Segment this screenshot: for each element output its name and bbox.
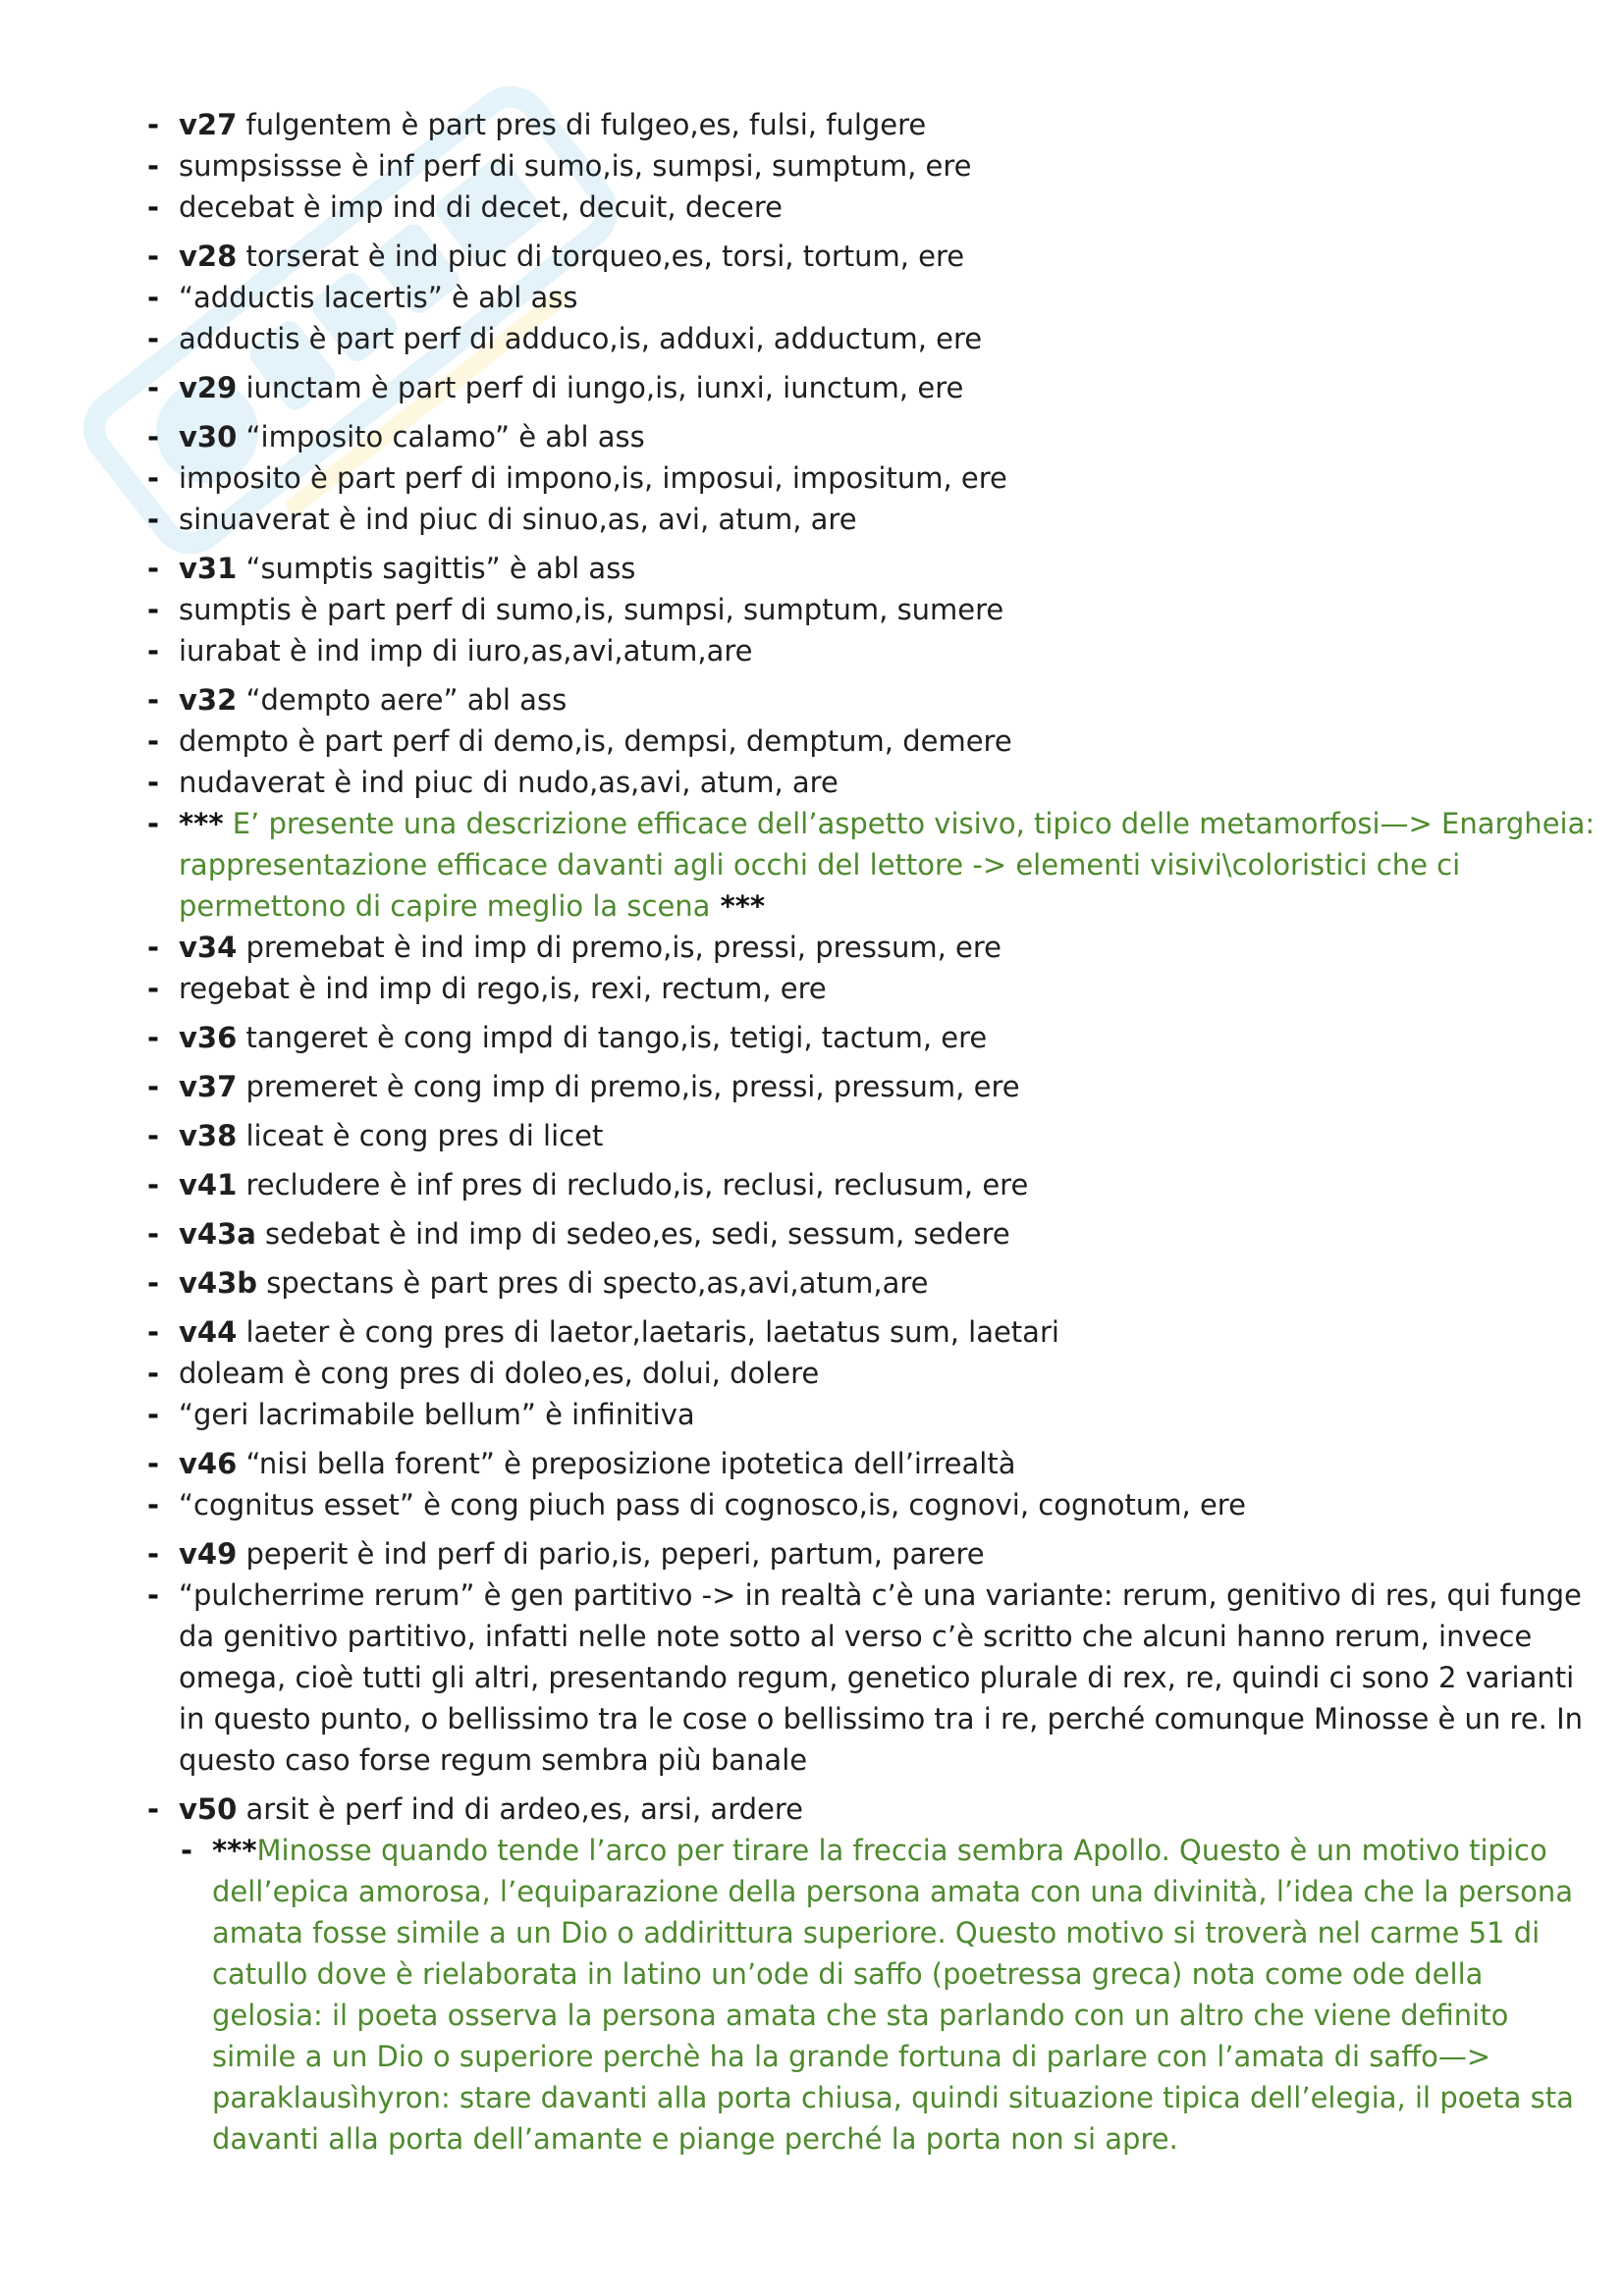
list-item bbox=[137, 1164, 1600, 1205]
bullet-dash: - bbox=[147, 420, 160, 454]
list-item bbox=[137, 187, 1600, 228]
list-item bbox=[137, 1353, 1600, 1394]
list-item bbox=[137, 277, 1600, 318]
bullet-dash: - bbox=[147, 931, 160, 964]
note-text: “dempto aere” abl ass bbox=[237, 683, 568, 717]
commentary-item bbox=[137, 803, 1600, 927]
list-item bbox=[137, 1213, 1600, 1255]
verse-number: v36 bbox=[179, 1021, 238, 1054]
bullet-dash: - bbox=[147, 1792, 160, 1826]
list-item bbox=[137, 1484, 1600, 1525]
commentary-text: Minosse quando tende l’arco per tirare la freccia sembra Apollo. Questo è un motivo tipico dell’epica amorosa, l’equiparazione della persona amata con una divinità, l’idea che la persona amata fosse simile a un Dio o addirittura superiore. Questo motivo si troverà nel carme 51 di catullo dove è rielaborata in latino un’ode di saffo (poetressa greca) nota come ode della gelosia: il poeta osserva la persona amata che sta parlando con un altro che viene definito simile a un Dio o superiore perchè ha la grande fortuna di parlare con l’amata di saffo—> paraklausìhyron: stare davanti alla porta chiusa, quindi situazione tipica dell’elegia, il poeta sta davanti alla porta dell’amante e piange perché la porta non si apre. bbox=[212, 1834, 1574, 2156]
note-text: iurabat è ind imp di iuro,as,avi,atum,are bbox=[179, 634, 753, 667]
list-item bbox=[137, 968, 1600, 1009]
list-item bbox=[137, 1789, 1600, 1830]
list-item bbox=[137, 679, 1600, 721]
list-item bbox=[137, 145, 1600, 187]
note-text: adductis è part perf di adduco,is, adduxi, adductum, ere bbox=[179, 322, 983, 355]
sub-list bbox=[137, 1830, 1600, 2160]
note-text: sumpsissse è inf perf di sumo,is, sumpsi, sumptum, ere bbox=[179, 149, 972, 183]
note-text: spectans è part pres di specto,as,avi,atum,are bbox=[257, 1266, 929, 1300]
note-text: premeret è cong imp di premo,is, pressi, pressum, ere bbox=[237, 1070, 1020, 1103]
bullet-dash: - bbox=[147, 1447, 160, 1480]
note-text: liceat è cong pres di licet bbox=[237, 1119, 604, 1152]
notes-list bbox=[137, 104, 1600, 2160]
list-item bbox=[137, 762, 1600, 803]
note-text: “adductis lacertis” è abl ass bbox=[179, 281, 578, 314]
bullet-dash: - bbox=[147, 1217, 160, 1251]
note-text: “geri lacrimabile bellum” è infinitiva bbox=[179, 1398, 695, 1431]
bullet-dash: - bbox=[147, 634, 160, 667]
bullet-dash: - bbox=[147, 1398, 160, 1431]
bullet-dash: - bbox=[147, 1119, 160, 1152]
verse-number: v41 bbox=[179, 1168, 238, 1201]
note-text: torserat è ind piuc di torqueo,es, torsi, tortum, ere bbox=[237, 240, 965, 273]
list-item bbox=[137, 1443, 1600, 1484]
bullet-dash: - bbox=[147, 108, 160, 141]
verse-number: v37 bbox=[179, 1070, 238, 1103]
bullet-dash: - bbox=[147, 683, 160, 717]
verse-number: v50 bbox=[179, 1792, 238, 1826]
list-item bbox=[137, 1575, 1600, 1781]
list-item bbox=[137, 1262, 1600, 1304]
verse-number: v43a bbox=[179, 1217, 256, 1251]
verse-number: v44 bbox=[179, 1315, 238, 1349]
verse-number: v30 bbox=[179, 420, 238, 454]
bullet-dash: - bbox=[147, 1168, 160, 1201]
note-text: imposito è part perf di impono,is, imposui, impositum, ere bbox=[179, 461, 1007, 495]
bullet-dash: - bbox=[147, 1315, 160, 1349]
list-item bbox=[137, 1115, 1600, 1156]
note-text: “pulcherrime rerum” è gen partitivo -> in realtà c’è una variante: rerum, genitivo di res, qui funge da genitivo partitivo, infatti nelle note sotto al verso c’è scritto che alcuni hanno rerum, invece omega, cioè tutti gli altri, presentando regum, genetico plurale di rex, re, quindi ci sono 2 varianti in questo punto, o bellissimo tra le cose o bellissimo tra i re, perché comunque Minosse è un re. In questo caso forse regum sembra più banale bbox=[179, 1578, 1584, 1777]
commentary-text: E’ presente una descrizione efficace dell’aspetto visivo, tipico delle metamorfosi—> Enargheia: rappresentazione efficace davanti agli occhi del lettore -> elementi visivi\coloristici che ci permettono di capire meglio la scena bbox=[179, 807, 1596, 923]
list-item bbox=[137, 416, 1600, 457]
bullet-dash: - bbox=[147, 593, 160, 626]
note-text: iunctam è part perf di iungo,is, iunxi, iunctum, ere bbox=[237, 371, 964, 404]
note-text: sedebat è ind imp di sedeo,es, sedi, sessum, sedere bbox=[255, 1217, 1010, 1251]
note-text: recludere è inf pres di recludo,is, reclusi, reclusum, ere bbox=[237, 1168, 1029, 1201]
bullet-dash: - bbox=[147, 1537, 160, 1571]
note-text: fulgentem è part pres di fulgeo,es, fulsi, fulgere bbox=[237, 108, 927, 141]
list-item bbox=[137, 630, 1600, 671]
note-text: decebat è imp ind di decet, decuit, decere bbox=[179, 190, 783, 224]
note-text: doleam è cong pres di doleo,es, dolui, dolere bbox=[179, 1357, 820, 1390]
note-text: laeter è cong pres di laetor,laetaris, laetatus sum, laetari bbox=[237, 1315, 1059, 1349]
sub-list-wrapper bbox=[137, 1830, 1600, 2160]
list-item bbox=[137, 1017, 1600, 1058]
note-text: premebat è ind imp di premo,is, pressi, pressum, ere bbox=[237, 931, 1002, 964]
bullet-dash: - bbox=[147, 322, 160, 355]
note-text: “imposito calamo” è abl ass bbox=[237, 420, 645, 454]
note-text: “sumptis sagittis” è abl ass bbox=[237, 552, 636, 585]
bullet-dash: - bbox=[147, 461, 160, 495]
bullet-dash: - bbox=[147, 766, 160, 799]
bullet-dash: - bbox=[147, 1488, 160, 1522]
verse-number: v34 bbox=[179, 931, 238, 964]
list-item bbox=[137, 104, 1600, 145]
bullet-dash: - bbox=[147, 190, 160, 224]
list-item bbox=[137, 1311, 1600, 1353]
list-item bbox=[137, 499, 1600, 540]
bullet-dash: - bbox=[147, 724, 160, 758]
list-item bbox=[137, 457, 1600, 499]
bullet-dash: - bbox=[147, 1266, 160, 1300]
note-text: “nisi bella forent” è preposizione ipotetica dell’irrealtà bbox=[237, 1447, 1016, 1480]
list-item bbox=[137, 589, 1600, 630]
note-text: arsit è perf ind di ardeo,es, arsi, ardere bbox=[237, 1792, 803, 1826]
commentary-item bbox=[171, 1830, 1600, 2160]
verse-number: v28 bbox=[179, 240, 238, 273]
verse-number: v29 bbox=[179, 371, 238, 404]
stars-marker: *** bbox=[710, 889, 766, 923]
note-text: dempto è part perf di demo,is, dempsi, demptum, demere bbox=[179, 724, 1012, 758]
bullet-dash: - bbox=[147, 1021, 160, 1054]
bullet-dash: - bbox=[181, 1834, 193, 1867]
note-text: nudaverat è ind piuc di nudo,as,avi, atum, are bbox=[179, 766, 839, 799]
list-item bbox=[137, 1394, 1600, 1435]
verse-number: v49 bbox=[179, 1537, 238, 1571]
note-text: tangeret è cong impd di tango,is, tetigi, tactum, ere bbox=[237, 1021, 988, 1054]
verse-number: v46 bbox=[179, 1447, 238, 1480]
verse-number: v43b bbox=[179, 1266, 258, 1300]
note-text: peperit è ind perf di pario,is, peperi, partum, parere bbox=[237, 1537, 985, 1571]
note-text: regebat è ind imp di rego,is, rexi, rectum, ere bbox=[179, 972, 827, 1005]
list-item bbox=[137, 721, 1600, 762]
verse-number: v27 bbox=[179, 108, 238, 141]
note-text: sumptis è part perf di sumo,is, sumpsi, sumptum, sumere bbox=[179, 593, 1004, 626]
stars-marker: *** bbox=[212, 1834, 257, 1867]
bullet-dash: - bbox=[147, 281, 160, 314]
bullet-dash: - bbox=[147, 149, 160, 183]
bullet-dash: - bbox=[147, 807, 160, 840]
list-item bbox=[137, 927, 1600, 968]
verse-number: v32 bbox=[179, 683, 238, 717]
bullet-dash: - bbox=[147, 972, 160, 1005]
bullet-dash: - bbox=[147, 1070, 160, 1103]
bullet-dash: - bbox=[147, 1578, 160, 1612]
list-item bbox=[137, 367, 1600, 408]
note-text: sinuaverat è ind piuc di sinuo,as, avi, atum, are bbox=[179, 503, 857, 536]
bullet-dash: - bbox=[147, 371, 160, 404]
list-item bbox=[137, 1066, 1600, 1107]
verse-number: v31 bbox=[179, 552, 238, 585]
verse-number: v38 bbox=[179, 1119, 238, 1152]
bullet-dash: - bbox=[147, 1357, 160, 1390]
list-item bbox=[137, 1533, 1600, 1575]
list-item bbox=[137, 318, 1600, 359]
bullet-dash: - bbox=[147, 552, 160, 585]
list-item bbox=[137, 548, 1600, 589]
bullet-dash: - bbox=[147, 240, 160, 273]
bullet-dash: - bbox=[147, 503, 160, 536]
stars-marker: *** bbox=[179, 807, 224, 840]
note-text: “cognitus esset” è cong piuch pass di cognosco,is, cognovi, cognotum, ere bbox=[179, 1488, 1246, 1522]
list-item bbox=[137, 236, 1600, 277]
